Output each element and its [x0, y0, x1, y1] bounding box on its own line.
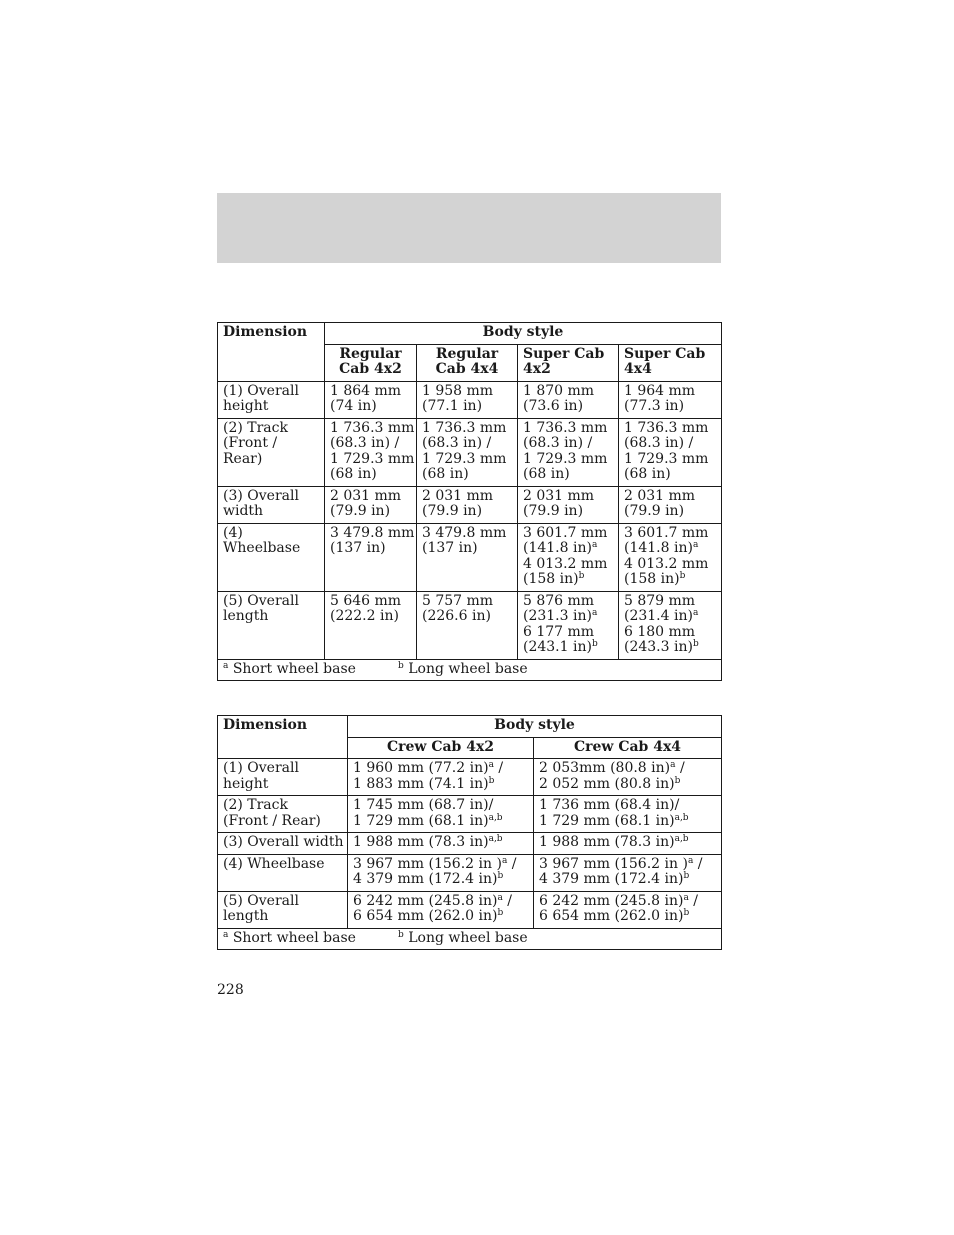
row-label-line: (3) Overall — [223, 487, 299, 504]
row-label — [218, 591, 325, 659]
footnote-row — [218, 928, 722, 950]
table-row — [218, 833, 722, 855]
cell-line — [523, 640, 613, 656]
cell-line — [523, 489, 613, 505]
row-label — [218, 486, 325, 523]
footnote-marker: b — [398, 660, 404, 671]
cell-value: (68.3 in) / — [523, 435, 593, 451]
table-row — [218, 381, 722, 418]
cell-value: (68.3 in) / — [422, 435, 492, 451]
cell-line — [624, 640, 716, 656]
table-row — [218, 891, 722, 928]
cell-value: 2 052 mm (80.8 in) — [539, 775, 675, 792]
footnote-marker: a — [223, 929, 229, 940]
body-style-header: Body style — [348, 716, 722, 738]
row-label-line: (4) Wheelbase — [223, 855, 325, 872]
column-header-line: Super Cab — [624, 345, 706, 362]
column-header — [417, 344, 518, 381]
footnote-marker: a — [670, 760, 676, 770]
cell-value: (79.9 in) — [422, 503, 483, 519]
cell-value: 1 736.3 mm — [422, 419, 507, 436]
cell-line — [523, 625, 613, 641]
row-label-line: (4) — [223, 524, 243, 541]
row-label — [218, 418, 325, 486]
cell-line — [624, 594, 716, 610]
table-cell — [518, 381, 619, 418]
footnote-marker: a — [497, 892, 503, 903]
cell-value: 1 958 mm — [422, 382, 494, 399]
cell-value: 1 988 mm (78.3 in) — [353, 834, 489, 850]
cell-value: (68 in) — [624, 466, 671, 482]
table-row — [218, 418, 722, 486]
cell-line — [422, 436, 512, 452]
row-label — [218, 381, 325, 418]
table-cell — [534, 833, 722, 855]
cell-line — [353, 777, 528, 793]
row-label — [218, 854, 348, 891]
row-label-line: (Front / Rear) — [223, 812, 321, 829]
cell-line — [330, 524, 415, 542]
cell-line — [330, 594, 411, 610]
column-header — [534, 737, 722, 759]
row-label-line: Wheelbase — [223, 540, 301, 556]
cell-line — [539, 894, 716, 910]
cell-value: (226.6 in) — [422, 608, 491, 624]
row-label-line: height — [223, 398, 269, 414]
cell-value: (68 in) — [330, 466, 377, 482]
table-row — [218, 796, 722, 833]
column-header-line: Cab 4x4 — [435, 361, 499, 377]
footnote-marker: a — [488, 760, 494, 770]
cell-value: 5 646 mm — [330, 592, 402, 609]
cell-line — [624, 421, 716, 437]
footnote-marker: a — [687, 855, 694, 866]
cell-line — [624, 467, 716, 483]
footnote-text: Long wheel base — [408, 660, 528, 677]
cell-line — [330, 609, 411, 625]
cell-line — [422, 384, 512, 400]
footnote-short-wheel-base — [223, 931, 398, 947]
table-row — [218, 523, 722, 591]
footnote-marker: a — [591, 540, 598, 550]
table-cell — [325, 381, 417, 418]
cell-value: (141.8 in) — [523, 540, 592, 556]
cell-value: (243.1 in) — [523, 639, 592, 655]
cell-line — [422, 467, 512, 483]
cell-line — [523, 572, 613, 588]
cell-line — [422, 504, 512, 520]
table-cell — [417, 523, 518, 591]
table-cell — [534, 854, 722, 891]
cell-value: 5 879 mm — [624, 592, 696, 609]
row-label-line: width — [223, 503, 264, 519]
cell-value: 6 242 mm (245.8 in) — [539, 892, 684, 909]
row-label-line: (5) Overall — [223, 592, 299, 609]
cell-line — [353, 761, 528, 777]
cell-line — [539, 761, 716, 777]
footnote-marker: b — [679, 571, 686, 581]
footnote-marker: a — [223, 660, 229, 671]
cell-line — [422, 594, 512, 610]
column-header — [619, 344, 722, 381]
cell-line — [523, 467, 613, 483]
cell-value: 4 013.2 mm — [523, 555, 608, 572]
cell-line — [624, 572, 716, 588]
footnote-text: Short wheel base — [232, 660, 356, 677]
cell-value: 1 729 mm (68.1 in) — [353, 812, 489, 829]
table-cell — [534, 759, 722, 796]
cell-line — [523, 526, 613, 542]
table-cell — [417, 591, 518, 659]
cell-value: 1 883 mm (74.1 in) — [353, 775, 489, 792]
cell-value: 1 960 mm (77.2 in) — [353, 760, 489, 776]
cell-value: (77.1 in) — [422, 398, 483, 414]
table-cell — [325, 523, 417, 591]
section-header-band — [217, 193, 721, 263]
cell-line — [624, 399, 716, 415]
cell-value: 6 242 mm (245.8 in) — [353, 892, 498, 909]
page-number: 228 — [217, 982, 244, 998]
cell-value: 4 013.2 mm — [624, 555, 709, 572]
column-header-line: Regular — [435, 345, 499, 362]
cell-line — [539, 814, 716, 830]
cell-value: 1 729.3 mm — [422, 450, 507, 467]
footnote-marker: b — [578, 571, 585, 581]
footnote-marker: b — [674, 775, 681, 786]
cell-line — [624, 489, 716, 505]
cell-line — [422, 526, 512, 542]
table-cell — [417, 418, 518, 486]
cell-line — [624, 436, 716, 452]
cell-value: (231.4 in) — [624, 608, 693, 624]
table-cell — [417, 381, 518, 418]
table-cell — [619, 418, 722, 486]
footnote-marker: b — [683, 871, 690, 881]
cell-value: 2 031 mm — [624, 487, 696, 504]
table-cell — [348, 891, 534, 928]
cell-value: (137 in) — [422, 540, 478, 556]
table-cell — [534, 796, 722, 833]
cell-value: 1 729 mm (68.1 in) — [539, 812, 675, 829]
cell-value: (68 in) — [523, 466, 570, 482]
row-label — [218, 891, 348, 928]
column-header-line: Regular — [339, 345, 402, 362]
dimensions-table-crew-cab — [217, 715, 722, 950]
cell-line — [330, 541, 411, 557]
cell-line — [422, 421, 512, 437]
cell-line — [353, 835, 528, 851]
row-label-line: (2) Track — [223, 797, 288, 813]
cell-value: 1 736.3 mm — [624, 419, 709, 436]
cell-line — [353, 857, 528, 873]
cell-line — [523, 609, 613, 625]
table-cell — [518, 486, 619, 523]
cell-separator: / — [688, 892, 699, 909]
cell-line — [523, 541, 613, 557]
cell-line — [353, 798, 528, 814]
cell-separator: / — [693, 855, 703, 872]
cell-value: (141.8 in) — [624, 540, 693, 556]
footnote-text: Long wheel base — [408, 929, 528, 946]
row-label-line: (Front / — [223, 435, 278, 451]
cell-value: 2 031 mm — [330, 487, 402, 504]
row-label-line: (1) Overall — [223, 760, 299, 776]
footnote-marker: b — [398, 929, 404, 940]
cell-line — [539, 857, 716, 873]
cell-value: 2 053mm (80.8 in) — [539, 760, 671, 776]
footnote-marker: b — [591, 639, 598, 649]
cell-value: 2 031 mm — [422, 487, 494, 504]
table-cell — [518, 418, 619, 486]
cell-value: 3 479.8 mm — [422, 524, 507, 541]
cell-line — [422, 399, 512, 415]
cell-value: 1 964 mm — [624, 382, 696, 399]
dimension-header: Dimension — [218, 716, 348, 759]
cell-line — [523, 594, 613, 610]
cell-value: (158 in) — [624, 571, 680, 587]
dimensions-table-regular-super-cab — [217, 322, 722, 681]
cell-value: 6 654 mm (262.0 in) — [353, 908, 498, 924]
footnote-long-wheel-base — [398, 930, 528, 946]
column-header — [325, 344, 417, 381]
table-cell — [534, 891, 722, 928]
cell-line — [624, 452, 716, 468]
dimension-header: Dimension — [218, 323, 325, 382]
footnote-short-wheel-base — [223, 662, 398, 678]
cell-separator: / — [502, 892, 513, 909]
cell-line — [523, 384, 613, 400]
footnote-cell — [218, 659, 722, 681]
cell-line — [523, 452, 613, 468]
cell-value: 6 177 mm — [523, 623, 595, 640]
footnote-marker: a,b — [674, 812, 689, 823]
cell-separator: / — [493, 760, 504, 776]
cell-value: (79.9 in) — [523, 503, 584, 519]
cell-value: (243.3 in) — [624, 639, 693, 655]
cell-value: 1 988 mm (78.3 in) — [539, 834, 675, 850]
column-header-line: Super Cab — [523, 345, 605, 362]
cell-line — [523, 421, 613, 437]
row-label-line: (2) Track — [223, 419, 288, 436]
row-label-line: (3) Overall width — [223, 834, 344, 850]
cell-line — [624, 609, 716, 625]
footnote-text: Short wheel base — [232, 929, 356, 946]
cell-line — [523, 399, 613, 415]
cell-line — [539, 835, 716, 851]
cell-value: (68.3 in) / — [330, 435, 400, 451]
cell-value: 1 745 mm (68.7 in)/ — [353, 797, 494, 813]
table-cell — [619, 486, 722, 523]
cell-line — [539, 872, 716, 888]
cell-value: (68 in) — [422, 466, 469, 482]
cell-value: 4 379 mm (172.4 in) — [539, 871, 684, 887]
cell-value: (158 in) — [523, 571, 579, 587]
cell-line — [353, 814, 528, 830]
cell-value: (73.6 in) — [523, 398, 584, 414]
footnote-marker: a,b — [488, 812, 503, 823]
row-label — [218, 523, 325, 591]
cell-value: 1 736.3 mm — [523, 419, 608, 436]
cell-line — [624, 504, 716, 520]
cell-value: (222.2 in) — [330, 608, 399, 624]
table-cell — [325, 418, 417, 486]
row-label-line: height — [223, 775, 269, 792]
cell-value: 1 729.3 mm — [523, 450, 608, 467]
cell-line — [353, 909, 528, 925]
cell-value: 3 601.7 mm — [624, 524, 709, 541]
table-cell — [518, 591, 619, 659]
row-label — [218, 833, 348, 855]
cell-separator: / — [507, 855, 517, 872]
footnote-marker: b — [683, 908, 690, 918]
table-cell — [348, 759, 534, 796]
row-label-line: length — [223, 608, 269, 624]
cell-line — [539, 909, 716, 925]
table-cell — [619, 523, 722, 591]
cell-line — [523, 436, 613, 452]
cell-line — [539, 777, 716, 793]
cell-line — [539, 798, 716, 814]
cell-line — [330, 489, 411, 505]
table-row — [218, 486, 722, 523]
footnote-marker: b — [692, 639, 699, 649]
cell-line — [624, 384, 716, 400]
cell-line — [422, 489, 512, 505]
row-label — [218, 796, 348, 833]
footnote-marker: a — [501, 855, 508, 866]
table-cell — [619, 591, 722, 659]
footnote-marker: a — [683, 892, 689, 903]
cell-line — [330, 504, 411, 520]
row-label-line: (5) Overall — [223, 892, 299, 909]
cell-value: 1 736.3 mm — [330, 419, 415, 436]
cell-value: (77.3 in) — [624, 398, 685, 414]
cell-value: 4 379 mm (172.4 in) — [353, 871, 498, 887]
cell-line — [422, 452, 512, 468]
cell-value: 1 729.3 mm — [330, 450, 415, 467]
table-row — [218, 759, 722, 796]
cell-value: (74 in) — [330, 398, 377, 414]
footnote-long-wheel-base — [398, 661, 528, 677]
row-label-line: (1) Overall — [223, 382, 299, 399]
row-label-line: length — [223, 908, 269, 924]
cell-line — [330, 399, 411, 415]
column-header — [518, 344, 619, 381]
footnote-marker: b — [497, 908, 504, 918]
cell-value: (137 in) — [330, 540, 386, 556]
cell-value: (231.3 in) — [523, 608, 592, 624]
table-cell — [325, 591, 417, 659]
footnote-marker: b — [497, 871, 504, 881]
cell-value: 3 967 mm (156.2 in ) — [539, 855, 688, 872]
cell-value: 1 864 mm — [330, 382, 402, 399]
cell-value: (68.3 in) / — [624, 435, 694, 451]
column-header-line: 4x2 — [523, 361, 551, 377]
cell-line — [330, 467, 411, 483]
cell-value: (79.9 in) — [330, 503, 391, 519]
column-header — [348, 737, 534, 759]
footnote-marker: a — [692, 540, 699, 550]
footnote-marker: a,b — [674, 834, 689, 844]
cell-line — [624, 526, 716, 542]
table-cell — [325, 486, 417, 523]
body-style-header: Body style — [325, 323, 722, 345]
table-row — [218, 591, 722, 659]
cell-line — [624, 557, 716, 573]
row-label — [218, 759, 348, 796]
cell-value: 5 876 mm — [523, 592, 595, 609]
cell-value: 1 870 mm — [523, 382, 595, 399]
table-cell — [619, 381, 722, 418]
cell-value: 6 654 mm (262.0 in) — [539, 908, 684, 924]
footnote-marker: a — [591, 608, 598, 618]
cell-line — [330, 436, 411, 452]
cell-value: (79.9 in) — [624, 503, 685, 519]
cell-line — [330, 450, 415, 468]
table-row — [218, 854, 722, 891]
table-cell — [417, 486, 518, 523]
cell-value: 3 601.7 mm — [523, 524, 608, 541]
cell-line — [422, 609, 512, 625]
footnote-marker: a,b — [488, 834, 503, 844]
cell-line — [353, 894, 528, 910]
cell-value: 2 031 mm — [523, 487, 595, 504]
cell-separator: / — [675, 760, 685, 776]
cell-value: 3 967 mm (156.2 in ) — [353, 855, 502, 872]
cell-value: 6 180 mm — [624, 623, 696, 640]
column-header-line: Crew Cab 4x2 — [386, 738, 495, 755]
column-header-line: Cab 4x2 — [339, 361, 402, 377]
cell-value: 1 729.3 mm — [624, 450, 709, 467]
cell-line — [523, 504, 613, 520]
footnote-marker: b — [488, 775, 495, 786]
cell-line — [523, 557, 613, 573]
footnote-marker: a — [692, 608, 699, 618]
cell-line — [353, 872, 528, 888]
footnote-cell — [218, 928, 722, 950]
cell-value: 1 736 mm (68.4 in)/ — [539, 797, 680, 813]
cell-line — [330, 384, 411, 400]
cell-line — [330, 419, 415, 437]
column-header-line: Crew Cab 4x4 — [573, 738, 682, 755]
row-label-line: Rear) — [223, 450, 263, 467]
table-cell — [518, 523, 619, 591]
cell-value: 3 479.8 mm — [330, 524, 415, 541]
table-cell — [348, 833, 534, 855]
table-cell — [348, 854, 534, 891]
cell-value: 5 757 mm — [422, 592, 494, 609]
column-header-line: 4x4 — [624, 361, 652, 377]
table-cell — [348, 796, 534, 833]
cell-line — [624, 625, 716, 641]
cell-line — [422, 541, 512, 557]
cell-line — [624, 541, 716, 557]
footnote-row — [218, 659, 722, 681]
